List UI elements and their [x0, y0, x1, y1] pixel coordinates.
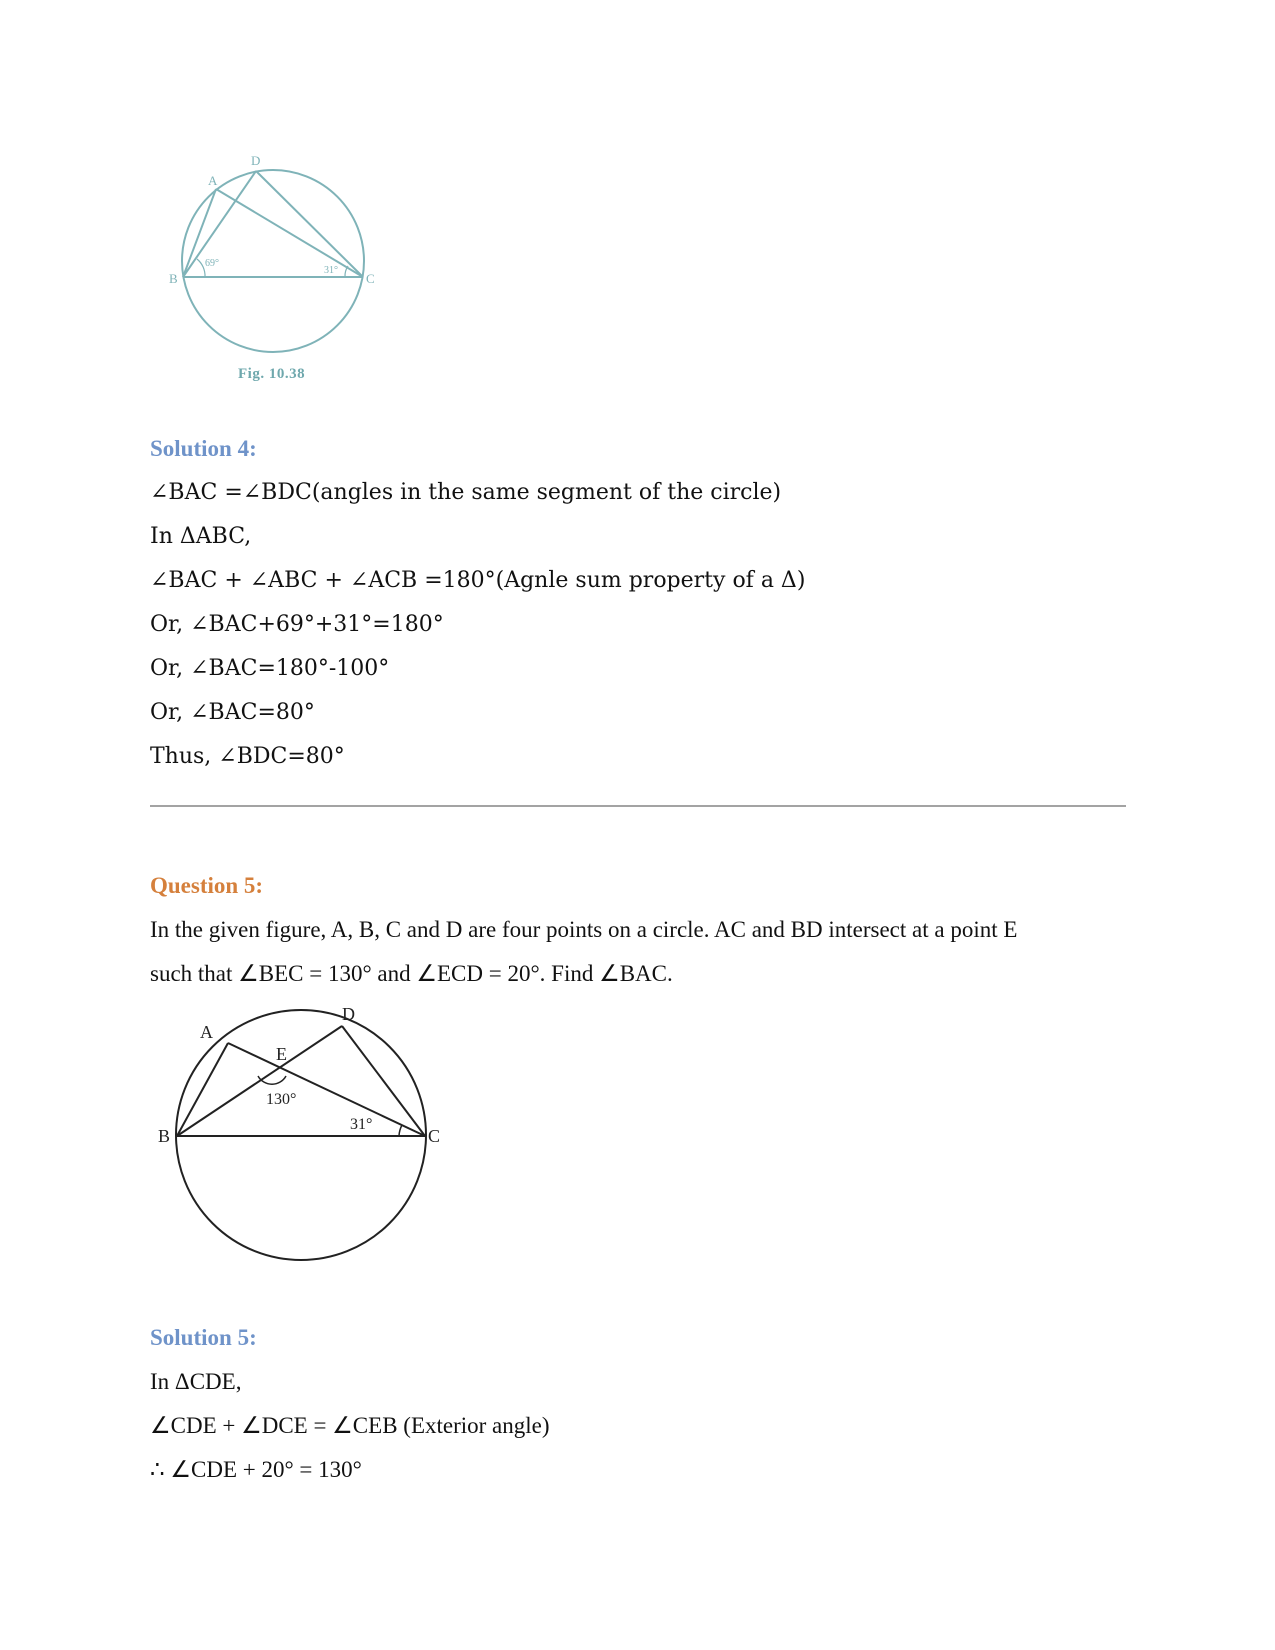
- fig1-chord-dc: [256, 171, 363, 277]
- figure-caption: Fig. 10.38: [238, 366, 306, 382]
- fig2-angle-arc-c: [399, 1125, 402, 1136]
- question-5-text: such that ∠BEC = 130° and ∠ECD = 20°. Find ∠BAC.: [150, 961, 673, 986]
- fig2-label-e: E: [276, 1044, 287, 1064]
- fig2-label-a: A: [200, 1022, 213, 1042]
- fig1-angle-b-label: 69°: [205, 258, 219, 269]
- solution-4-heading: Solution 4:: [150, 436, 257, 461]
- fig1-angle-arc-c: [345, 266, 348, 277]
- solution-5-heading: Solution 5:: [150, 1325, 257, 1350]
- fig2-chord-bd: [177, 1026, 342, 1136]
- fig1-label-d: D: [251, 153, 261, 168]
- figure-10-38: [150, 145, 380, 365]
- solution-4-line: Or, ∠BAC=180°-100°: [150, 656, 390, 681]
- fig2-label-c: C: [428, 1126, 441, 1146]
- fig2-chord-ac: [228, 1043, 425, 1136]
- solution-5-line: In ΔCDE,: [150, 1369, 242, 1394]
- fig1-angle-arc-b: [197, 259, 205, 277]
- fig1-label-a: A: [208, 173, 218, 188]
- solution-4-line: ∠BAC =∠BDC(angles in the same segment of the circle): [150, 480, 782, 505]
- solution-5-line: ∴ ∠CDE + 20° = 130°: [150, 1457, 362, 1482]
- solution-4-line: In ΔABC,: [150, 524, 252, 549]
- fig2-label-b: B: [158, 1126, 171, 1146]
- fig1-label-c: C: [366, 271, 375, 286]
- fig1-label-b: B: [169, 271, 178, 286]
- figure-question-5: [150, 1000, 450, 1280]
- question-5-text: In the given figure, A, B, C and D are four points on a circle. AC and BD intersect at a point E: [150, 917, 1018, 942]
- fig2-angle-arc-e: [258, 1076, 286, 1084]
- fig2-angle-c-label: 31°: [350, 1116, 373, 1133]
- solution-4-line: Thus, ∠BDC=80°: [150, 744, 345, 769]
- fig2-angle-e-label: 130°: [266, 1091, 297, 1108]
- question-5-heading: Question 5:: [150, 873, 264, 898]
- fig2-label-d: D: [342, 1004, 355, 1024]
- solution-5-line: ∠CDE + ∠DCE = ∠CEB (Exterior angle): [150, 1413, 550, 1438]
- section-divider: [150, 805, 1126, 807]
- solution-4-line: ∠BAC + ∠ABC + ∠ACB =180°(Agnle sum property of a Δ): [150, 568, 806, 593]
- solution-4-line: Or, ∠BAC+69°+31°=180°: [150, 612, 444, 637]
- fig1-chord-ac: [216, 189, 363, 277]
- solution-4-line: Or, ∠BAC=80°: [150, 700, 315, 725]
- fig1-angle-c-label: 31°: [324, 265, 338, 276]
